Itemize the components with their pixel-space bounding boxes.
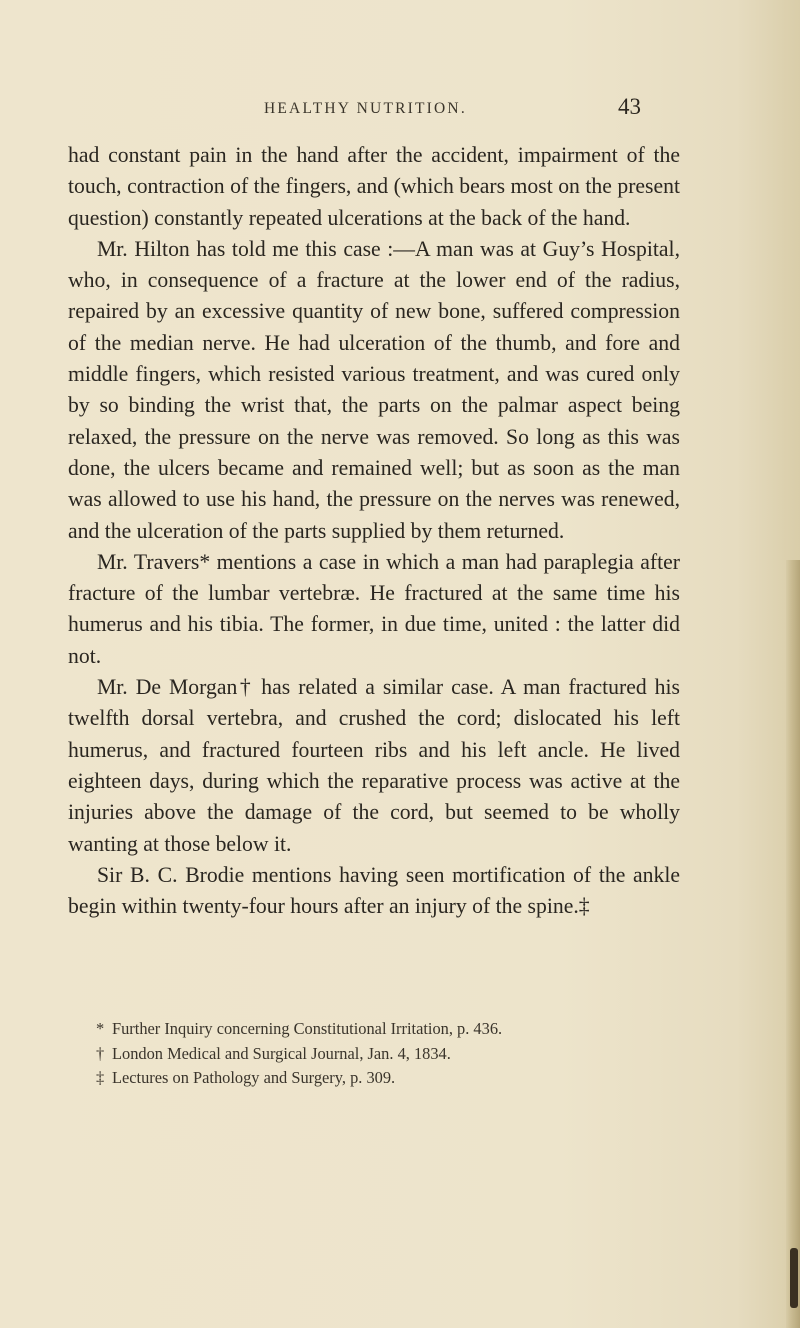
- body-text: [68, 140, 680, 922]
- paragraph-de-morgan-case: Mr. De Morgan† has related a similar case. A man fractured his twelfth dorsal vertebra, and crushed the cord; dislocated his left humerus, and fractured fourteen ribs and his left ancle. He lived eighteen days, during which the reparative process was active at the injuries above the damage of the cord, but seemed to be wholly wanting at those below it.: [68, 675, 680, 856]
- footnote-mark: *: [96, 1019, 105, 1038]
- footnote: [96, 1066, 696, 1091]
- running-title: HEALTHY NUTRITION.: [264, 100, 467, 117]
- footnote-text: London Medical and Surgical Journal, Jan. 4, 1834.: [112, 1043, 451, 1063]
- footnote: [96, 1042, 696, 1067]
- footnote-text: Further Inquiry concerning Constitutional Irritation, p. 436.: [112, 1019, 503, 1038]
- paragraph-travers-case: Mr. Travers* mentions a case in which a man had paraplegia after fracture of the lumbar vertebræ. He fractured at the same time his humerus and his tibia. The former, in due time, united : the latter did not.: [68, 549, 680, 668]
- paragraph-continuation: had constant pain in the hand after the accident, impairment of the touch, contraction of the fingers, and (which bears most on the present question) constantly repeated ulcerations at the back of the hand.: [68, 143, 680, 230]
- paragraph-hilton-case: Mr. Hilton has told me this case :—A man was at Guy’s Hospital, who, in consequence of a fracture at the lower end of the radius, repaired by an excessive quantity of new bone, suffered compression of the median nerve. He had ulceration of the thumb, and fore and middle fingers, which resisted various treatment, and was cured only by so binding the wrist that, the parts on the palmar aspect being relaxed, the pressure on the nerve was removed. So long as this was done, the ulcers became and remained well; but as soon as the man was allowed to use his hand, the pressure on the nerves was renewed, and the ulceration of the parts supplied by them returned.: [68, 236, 680, 543]
- footnote: [96, 1017, 696, 1042]
- paragraph-brodie-case: Sir B. C. Brodie mentions having seen mortification of the ankle begin within twenty-four hours after an injury of the spine.‡: [68, 862, 680, 919]
- footnote-mark: ‡: [96, 1068, 105, 1087]
- binding-mark: [790, 1248, 798, 1308]
- page-number: 43: [618, 94, 641, 119]
- page-header: [0, 94, 800, 124]
- footnotes: [96, 1017, 696, 1091]
- footnote-text: Lectures on Pathology and Surgery, p. 309.: [112, 1068, 396, 1087]
- page-edge-shadow: [786, 560, 800, 1328]
- footnote-mark: †: [96, 1043, 105, 1063]
